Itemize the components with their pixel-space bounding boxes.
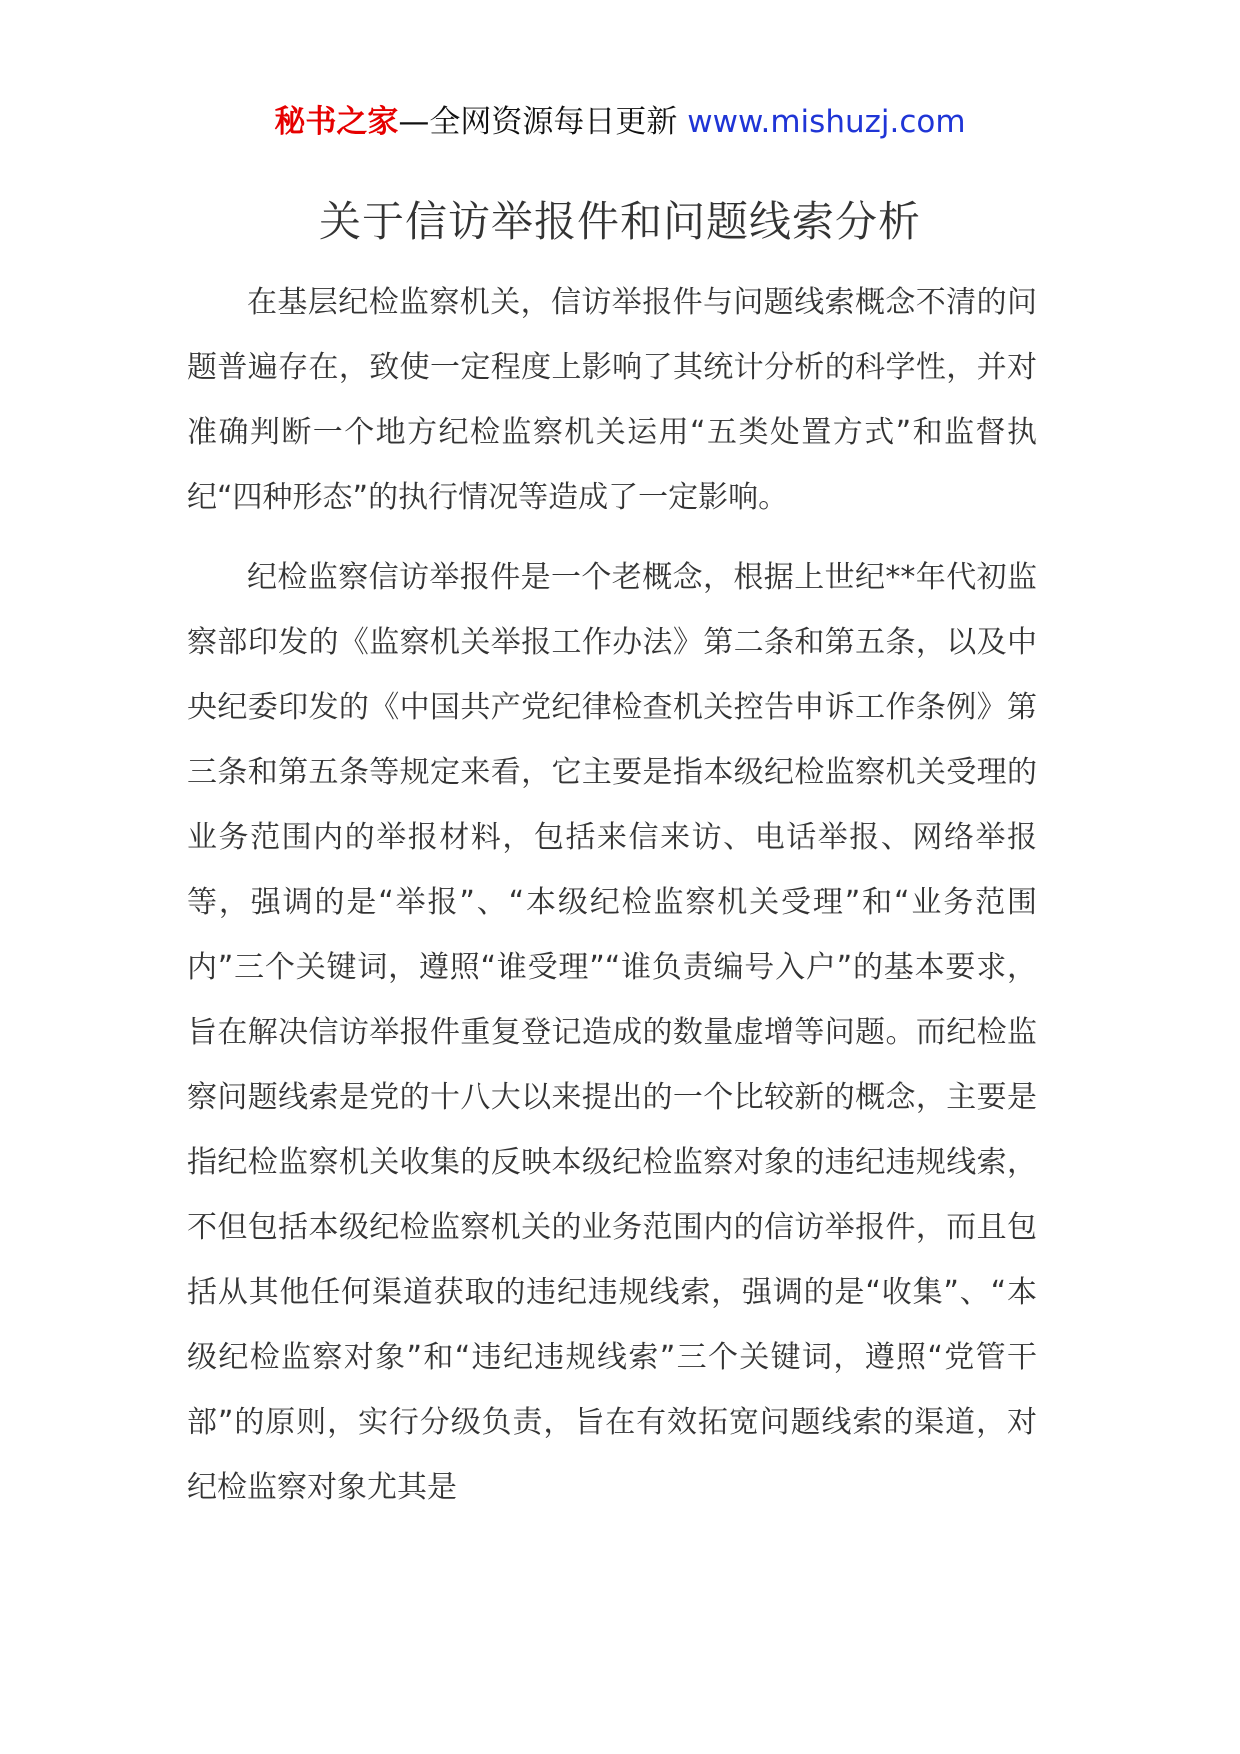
header-slogan: 全网资源每日更新 (429, 104, 678, 140)
paragraph-1: 在基层纪检监察机关，信访举报件与问题线索概念不清的问题普遍存在，致使一定程度上影响了其统计分析的科学性，并对准确判断一个地方纪检监察机关运用“五类处置方式”和监督执纪“四种形态”的执行情况等造成了一定影响。 (187, 285, 1037, 515)
document-title: 关于信访举报件和问题线索分析 (318, 197, 921, 246)
paragraph-2: 纪检监察信访举报件是一个老概念，根据上世纪**年代初监察部印发的《监察机关举报工作办法》第二条和第五条，以及中央纪委印发的《中国共产党纪律检查机关控告申诉工作条例》第三条和第五条等规定来看，它主要是指本级纪检监察机关受理的业务范围内的举报材料，包括来信来访、电话举报、网络举报等，强调的是“举报”、“本级纪检监察机关受理”和“业务范围内”三个关键词，遵照“谁受理”“谁负责编号入户”的基本要求，旨在解决信访举报件重复登记造成的数量虚增等问题。而纪检监察问题线索是党的十八大以来提出的一个比较新的概念，主要是指纪检监察机关收集的反映本级纪检监察对象的违纪违规线索，不但包括本级纪检监察机关的业务范围内的信访举报件，而且包括从其他任何渠道获取的违纪违规线索，强调的是“收集”、“本级纪检监察对象”和“违纪违规线索”三个关键词，遵照“党管干部”的原则，实行分级负责，旨在有效拓宽问题线索的渠道，对纪检监察对象尤其是 (187, 560, 1037, 1505)
site-url-link[interactable]: www.mishuzj.com (687, 104, 966, 140)
page-header (0, 100, 1240, 144)
brand-name: 秘书之家 (274, 104, 399, 140)
header-separator: — (398, 104, 430, 140)
